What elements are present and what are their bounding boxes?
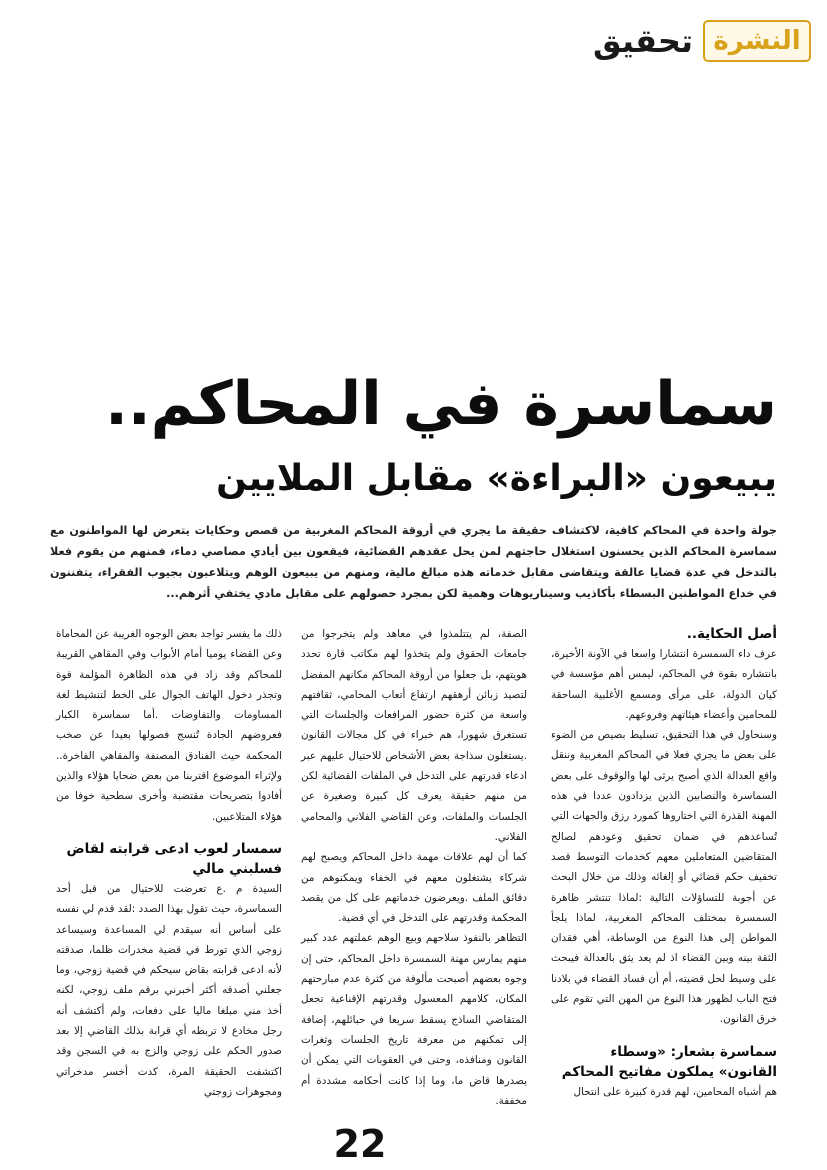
- section-heading-victim: سمسار لعوب ادعى قرابته لقاض فسلبني مالي: [66, 840, 282, 877]
- body-paragraph: الصفة، لم يتتلمذوا في معاهد ولم يتخرجوا من جامعات الحقوق ولم يتخذوا لهم مكاتب قارة تحدد هويتهم، بل جعلوا من أروقة المحاكم مكانهم المفضل لتصيد زبائن أرهقهم ارتفاع أتعاب المحامي، ثقافتهم واسعة من كثرة حضور المرافعات والجلسات التي تستغرق شهورا، هم خبراء في كل مجالات القانون .يستغلون سذاجة بعض الأشخاص للاحتيال عليهم عبر ادعاء قدرتهم على التدخل في الملفات القضائية لكن من منهم حقيقة يعرف كل كبيرة وصغيرة عن الجلسات والملفات، وعن القاضي الفلاني والمحامي الفلاني.: [301, 628, 527, 843]
- body-paragraph: ذلك ما يفسر تواجد بعض الوجوه الغريبة عن المحاماة وعن القضاء يوميا أمام الأبواب وفي المقاهي القريبة للمحاكم وقد زاد في هذه الظاهرة المؤلمة قوة وتجذر دخول الهاتف الجوال على الخط لتنشيط لغة المساومات والتفاوضات .أما سماسرة الكبار فعروضهم الجادة تُنسج فصولها بعيدا عن صخب المحكمة حيث الفنادق المصنفة والمقاهي الفاخرة.. ولإثراء الموضوع اقتربنا من بعض ضحايا هؤلاء والذين أفادوا بتصريحات مقتضبة وأخرى سطحية خوفا من هؤلاء المتلاعبين.: [56, 628, 282, 823]
- body-paragraph: التظاهر بالنفوذ سلاحهم وبيع الوهم عملتهم عدد كبير منهم يمارس مهنة السمسرة داخل المحاكم، حتى إن وجوه بعضهم أصبحت مألوفة من كثرة عدم مبارحتهم المكان، كلامهم المعسول وقدرتهم الإقناعية تجعل المتقاضي الساذج يسقط سريعا في حبائلهم، إضافة إلى تمكنهم من معرفة تاريخ الجلسات وثغرات القانون ومنافذه، وحتى في العقوبات التي يمكن أن يصدرها قاض ما، وما إذا كانت أحكامه مشددة أم مخففة.: [301, 932, 527, 1107]
- section-heading-brokers: سماسرة بشعار: «وسطاء القانون» يملكون مفاتيح المحاكم: [561, 1043, 777, 1080]
- page-header: [593, 18, 811, 64]
- body-paragraph: السيدة م .ع تعرضت للاحتيال من قبل أحد السماسرة، حيث تقول بهذا الصدد :لقد قدم لي نفسه على أساس أنه سيقدم لي المساعدة وسيساعد زوجي الذي تورط في قضية مخدرات ظلما، صدقته لأنه ادعى قرابته بقاض سيحكم في قضية زوجي، وما جعلني أصدقه أكثر أخبرني برقم ملف زوجي، لكنه أخذ مني مبلغا ماليا على دفعات، ولم أكتشف أنه رجل مخادع لا تربطه أي قرابة بذلك القاضي إلا بعد صدور الحكم على زوجي والزج به في السجن وقد اكتشفت الحقيقة المرة، كدت أخسر مدخراتي ومجوهرات زوجتي: [56, 882, 282, 1098]
- column-middle: [301, 624, 527, 1111]
- body-paragraph: وسنحاول في هذا التحقيق، تسليط بصيص من الضوء على بعض ما يجري فعلا في المحاكم المغربية وننقل واقع العدالة الذي أصبح يرثى لها والوقوف على بعض السماسرة والنصابين الذين يزدادون عددا في هذه المهنة القذرة التي اختاروها كمورد رزق والجهات التي تُساعدهم في ضمان تحقيق وعودهم لصالح المتقاضين المتعاملين معهم كخدمات التوسط قصد تخفيف حكم قضائي أو إلغائه وذلك من خلال البحث عن أجوبة للتساؤلات التالية :لماذا تنتشر ظاهرة السمسرة بمختلف المحاكم المغربية، لماذا يلجأ المواطن إلى هذا النوع من الوساطة، أهي فقدان الثقة بينه وبين القضاء اذ لم يعد يثق بالعدالة فيبحث على وسيط لحل قضيته، أم أن فساد القضاء في بلادنا فتح الباب لظهور هذا النوع من المهن التي تقوم على خرق القانون.: [551, 729, 777, 1026]
- logo-text: النشرة: [713, 26, 801, 56]
- lead-paragraph: جولة واحدة في المحاكم كافية، لاكتشاف حقيقة ما يجري في أروقة المحاكم المغربية من قصص وحكايات يتعرض لها المواطنون مع سماسرة المحاكم الذين يحسنون استغلال حاجتهم لمن يحل عقدهم القضائية، فيقعون بين أيادي مصاصي دماء، فمنهم من يقوم فعلا بالتدخل في عدة قضايا عالقة ويتقاضى مقابل خدماته هذه مبالغ مالية، ومنهم من يبيعون الوهم ويتلاعبون بجيوب الفقراء، يتفننون في خداع المواطنين البسطاء بأكاذيب وسيناريوهات وهمية لكن بمجرد حصولهم على مقابل مادي يختفي أثرهم...: [50, 524, 777, 600]
- body-paragraph: كما أن لهم علاقات مهمة داخل المحاكم ويصبح لهم شركاء يشتغلون معهم في الخفاء ويمكنوهم من دقائق الملف .ويعرضون خدماتهم على كل من يقصد المحكمة وقدرتهم على التدخل في أي قضية.: [301, 851, 527, 925]
- body-paragraph: هم أشباه المحامين، لهم قدرة كبيرة على انتحال: [573, 1085, 777, 1098]
- column-left: [56, 624, 282, 1102]
- publication-logo: [703, 20, 811, 62]
- body-paragraph: عرف داء السمسرة انتشارا واسعا في الآونة الأخيرة، بانتشاره بقوة في المحاكم، ليمس أهم مؤسسة في كيان الدولة، على مرأى ومسمع الأغلبية الساحقة للمحامين وأعضاء هيئاتهم وفروعهم.: [551, 648, 777, 721]
- column-right: [551, 624, 777, 1102]
- page-number: 22: [333, 1122, 387, 1166]
- headline: سماسرة في المحاكم..: [105, 369, 777, 439]
- section-heading-origin: أصل الحكاية..: [686, 626, 777, 642]
- subheadline: يبيعون «البراءة» مقابل الملايين: [216, 458, 777, 499]
- section-label: تحقيق: [592, 22, 693, 60]
